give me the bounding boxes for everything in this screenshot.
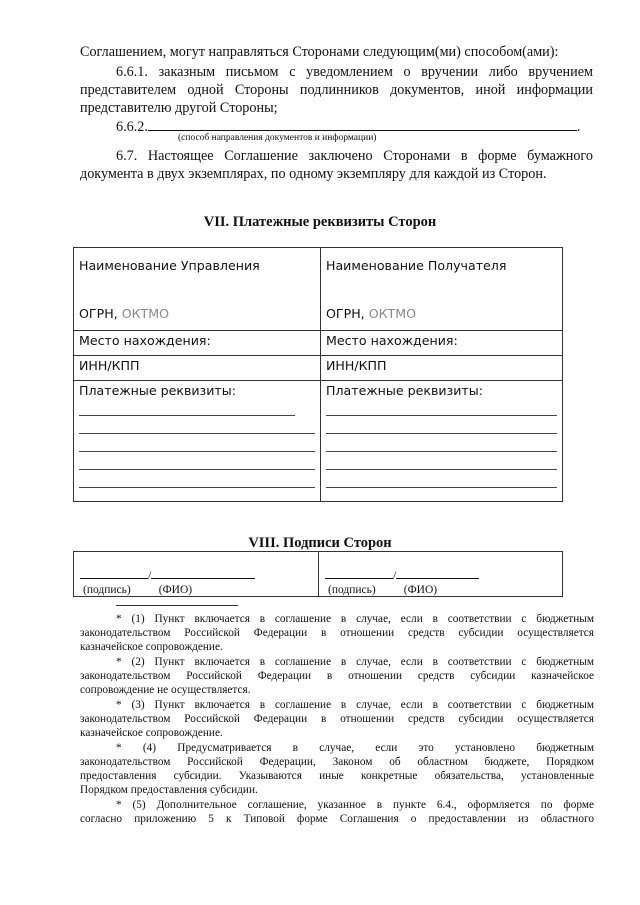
fill-line[interactable] <box>79 415 295 416</box>
signature-caption: (подпись) (ФИО) <box>328 584 438 596</box>
recipient-payment-cell <box>321 381 563 502</box>
recipient-location: Место нахождения: <box>321 331 563 356</box>
clause-6-6-1: 6.6.1. заказным письмом с уведомлением о вручении либо вручением <box>116 64 593 80</box>
clause-6-7: 6.7. Настоящее Соглашение заключено Сторонами в форме бумажного <box>116 148 593 164</box>
signatures-table <box>73 551 563 597</box>
oktmo-label: ОКТМО <box>368 306 417 321</box>
payment-details-table <box>73 247 563 502</box>
authority-inn-kpp: ИНН/КПП <box>74 356 321 381</box>
clause-number: 6.6.2. <box>116 119 148 135</box>
section-8-title: VIII. Подписи Сторон <box>248 535 392 551</box>
fill-line[interactable] <box>79 487 315 488</box>
footnote-2: * (2) Пункт включается в соглашение в случае, если в соответствии с бюджетным <box>116 656 594 668</box>
authority-name-label: Наименование Управления <box>79 258 260 273</box>
signature-line[interactable]: / <box>325 566 556 583</box>
fill-line[interactable] <box>79 469 315 470</box>
footnote-line: согласно приложению 5 к Типовой форме Соглашения о предоставлении из областного <box>80 813 594 825</box>
blank-caption: (способ направления документов и информации) <box>178 133 377 143</box>
footnote-5: * (5) Дополнительное соглашение, указанное в пункте 6.4., оформляется по форме <box>116 799 594 811</box>
authority-ogrn: ОГРН, ОКТМО <box>79 306 170 321</box>
clause-end: . <box>576 119 581 135</box>
footnote-line: законодательством Российской Федерации в отношении средств субсидии осуществляется <box>80 627 594 639</box>
footnote-line: Порядком предоставления субсидии. <box>80 784 258 796</box>
oktmo-label: ОКТМО <box>121 306 170 321</box>
footnote-line: законодательством Российской Федерации, Законом об областном бюджете, Порядком <box>80 756 594 768</box>
fill-line[interactable] <box>326 433 557 434</box>
authority-payment-cell <box>74 381 321 502</box>
fill-line[interactable] <box>326 469 557 470</box>
recipient-payment-label: Платежные реквизиты: <box>326 383 483 398</box>
fill-line[interactable] <box>79 433 315 434</box>
authority-payment-label: Платежные реквизиты: <box>79 383 236 398</box>
authority-name-cell <box>74 248 321 331</box>
fill-line[interactable] <box>79 451 315 452</box>
paragraph-line: представителем одной Стороны подлинников документов, иной информации <box>80 82 593 98</box>
footnote-line: законодательством Российской Федерации в отношении средств субсидии казначейское <box>80 670 594 682</box>
paragraph-line: Соглашением, могут направляться Сторонами следующим(ми) способом(ами): <box>80 44 559 60</box>
fill-line[interactable] <box>326 415 557 416</box>
footnote-line: сопровождение не осуществляется. <box>80 684 251 696</box>
paragraph-line: документа в двух экземплярах, по одному экземпляру для каждой из Сторон. <box>80 166 547 182</box>
footnote-1: * (1) Пункт включается в соглашение в случае, если в соответствии с бюджетным <box>116 613 594 625</box>
authority-signature-cell <box>74 552 319 597</box>
recipient-name-label: Наименование Получателя <box>326 258 507 273</box>
footnote-separator <box>116 605 238 606</box>
footnote-line: предоставления субсидии. Указываются иные конкретные обязательства, установленные <box>80 770 594 782</box>
signature-caption: (подпись) (ФИО) <box>83 584 193 596</box>
footnote-line: законодательством Российской Федерации в отношении средств субсидии осуществляется <box>80 713 594 725</box>
section-7-title: VII. Платежные реквизиты Сторон <box>203 214 437 230</box>
fill-line[interactable] <box>326 487 557 488</box>
paragraph-line: представителю другой Стороны; <box>80 100 278 116</box>
footnote-line: казначейское сопровождение. <box>80 641 223 653</box>
authority-location: Место нахождения: <box>74 331 321 356</box>
recipient-inn-kpp: ИНН/КПП <box>321 356 563 381</box>
footnote-4: * (4) Предусматривается в случае, если это установлено бюджетным <box>116 742 594 754</box>
footnote-3: * (3) Пункт включается в соглашение в случае, если в соответствии с бюджетным <box>116 699 594 711</box>
footnote-line: казначейское сопровождение. <box>80 727 223 739</box>
recipient-name-cell <box>321 248 563 331</box>
fill-line[interactable] <box>326 451 557 452</box>
recipient-signature-cell <box>319 552 563 597</box>
recipient-ogrn: ОГРН, ОКТМО <box>326 306 417 321</box>
signature-line[interactable]: / <box>80 566 312 583</box>
fill-in-blank[interactable] <box>148 118 577 131</box>
